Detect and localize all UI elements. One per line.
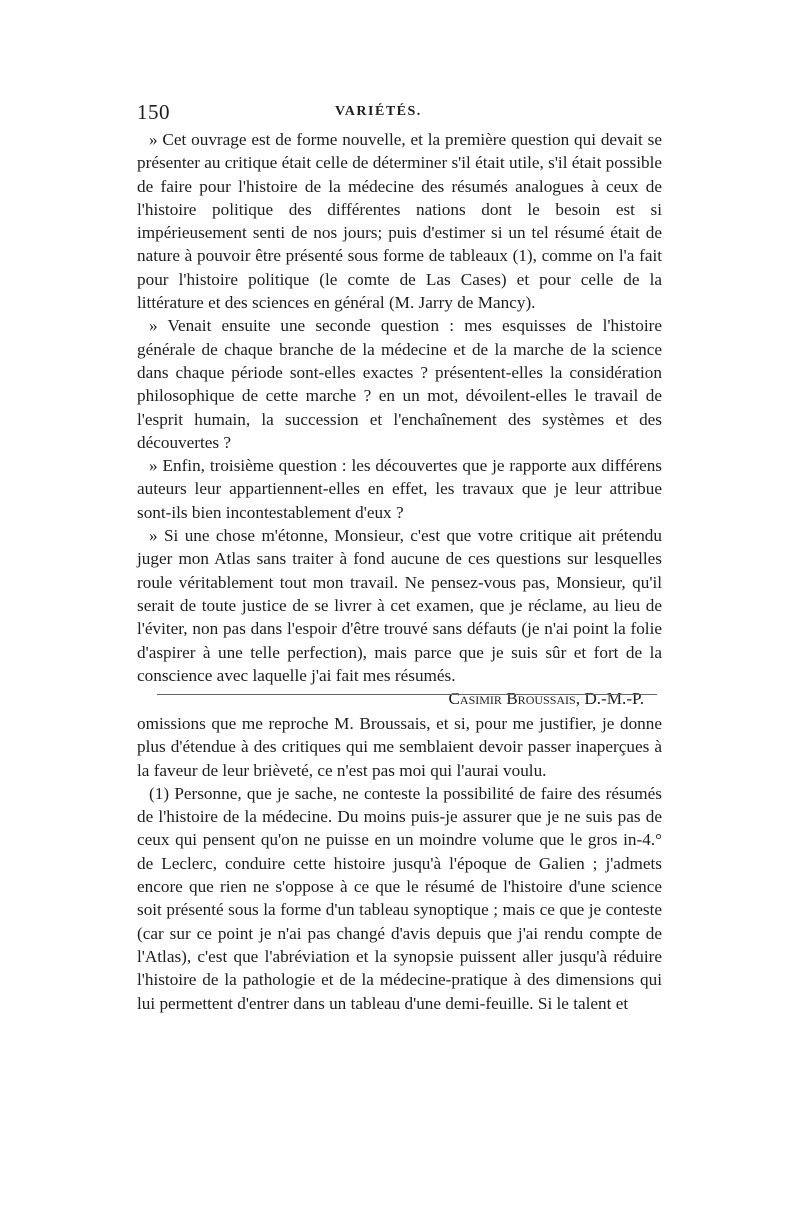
paragraph: » Enfin, troisième question : les découvertes que je rapporte aux différens auteurs leur appartiennent-elles en effet, les travaux que je leur attribue sont-ils bien incontestablement d'eux ? [137, 456, 662, 522]
note-continuation: omissions que me reproche M. Broussais, et si, pour me justifier, je donne plus d'étendue à des critiques qui me semblaient devoir passer inaperçues à la faveur de leur brièveté, ce n'est pas moi qui l'aurai voulu. [137, 714, 662, 780]
running-head: VARIÉTÉS. [335, 104, 422, 119]
main-text [137, 128, 662, 710]
notes-section [137, 712, 662, 1015]
footnote: (1) Personne, que je sache, ne conteste la possibilité de faire des résumés de l'histoire de la médecine. Du moins puis-je assurer que je ne suis pas de ceux qui pensent qu'on ne puisse en un moindre volume que le gros in-4.° de Leclerc, conduire cette histoire jusqu'à l'époque de Galien ; j'admets encore que rien ne s'oppose à ce que le résumé de l'histoire d'une science soit présenté sous la forme d'un tableau synoptique ; mais ce que je conteste (car sur ce point je n'ai pas changé d'avis depuis que j'ai rendu compte de l'Atlas), c'est que l'abréviation et la synopsie puissent aller jusqu'à réduire l'histoire de la pathologie et de la médecine-pratique à des dimensions qui lui permettent d'entrer dans un tableau d'une demi-feuille. Si le talent et [137, 783, 662, 1013]
paragraph: » Cet ouvrage est de forme nouvelle, et la première question qui devait se présenter au critique était celle de déterminer s'il était utile, s'il était possible de faire pour l'histoire de la médecine des résumés analogues à ceux de l'histoire politique des différentes nations dont le besoin est si impérieusement senti de nos jours; puis d'estimer si un tel résumé était de nature à pouvoir être présenté sous forme de tableaux (1), comme on l'a fait pour l'histoire politique (le comte de Las Cases) et pour celle de la littérature et des sciences en général (M. Jarry de Mancy). [137, 130, 662, 313]
paragraph: » Si une chose m'étonne, Monsieur, c'est que votre critique ait prétendu juger mon Atlas sans traiter à fond aucune de ces questions sur lesquelles roule véritablement tout mon travail. Ne pensez-vous pas, Monsieur, qu'il serait de toute justice de se livrer à cet examen, que je réclame, au lieu de l'éviter, non pas dans l'espoir d'être trouvé sans défauts (je n'ai point la folie d'aspirer à une telle perfection), mais parce que je suis sûr et fort de la conscience avec laquelle j'ai fait mes résumés. [137, 526, 662, 685]
signature-name: Casimir Broussais [448, 689, 576, 709]
page-header [137, 100, 662, 126]
signature-title: , D.-M.-P. [575, 689, 644, 709]
page-number: 150 [137, 100, 170, 124]
signature [137, 687, 662, 710]
separator-rule [157, 694, 657, 695]
paragraph: » Venait ensuite une seconde question : mes esquisses de l'histoire générale de chaque branche de la médecine et de la marche de la science dans chaque période sont-elles exactes ? présentent-elles la considération philosophique de cette marche ? en un mot, dévoilent-elles le travail de l'esprit humain, la succession et l'enchaînement des systèmes et des découvertes ? [137, 316, 662, 452]
